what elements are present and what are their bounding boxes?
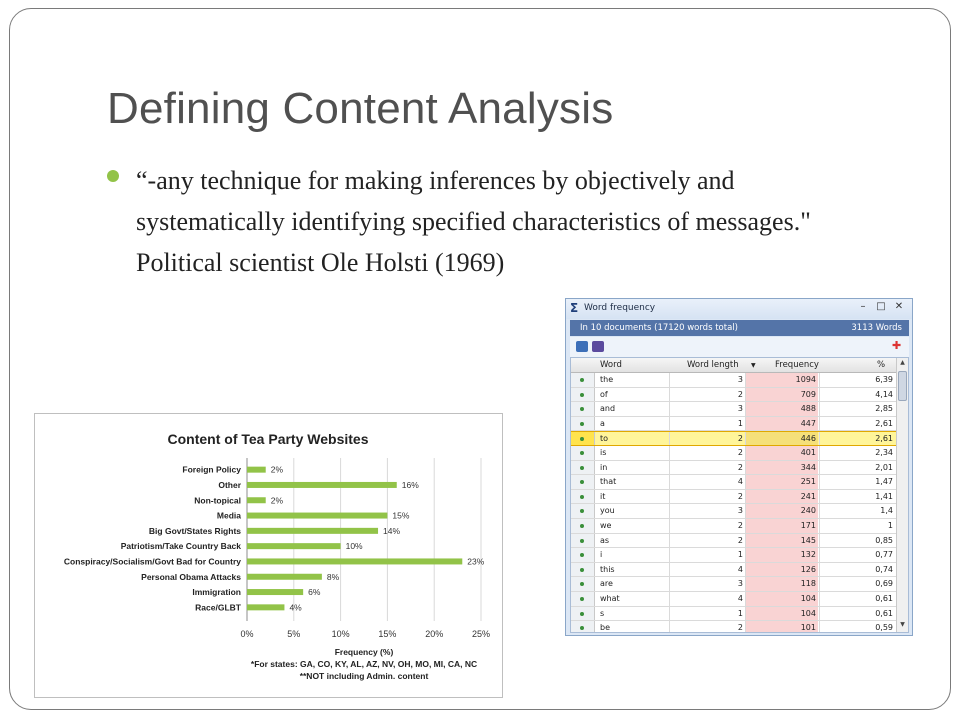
scroll-down-icon[interactable]: ▼ [900, 621, 905, 628]
column-separator [819, 373, 820, 387]
data-label: 16% [401, 479, 419, 490]
word-length-cell: 3 [737, 404, 743, 414]
bullet-quote: “-any technique for making inferences by objectively and systematically identifying specified characteristics of messages." Political scientist Ole Holsti (1969) [136, 166, 811, 277]
column-separator [669, 607, 670, 621]
percent-cell: 0,69 [875, 579, 893, 589]
slide-title: Defining Content Analysis [107, 84, 614, 133]
row-header[interactable] [571, 519, 595, 533]
row-header[interactable] [571, 534, 595, 548]
row-marker-icon [580, 626, 584, 630]
column-separator [819, 548, 820, 562]
category-label: Patriotism/Take Country Back [120, 541, 241, 552]
column-separator [819, 607, 820, 621]
data-label: 10% [345, 541, 363, 552]
word-frequency-window [565, 298, 913, 636]
row-header[interactable] [571, 373, 595, 387]
data-label: 14% [383, 525, 401, 536]
word-length-cell: 1 [737, 608, 743, 618]
row-header[interactable] [571, 504, 595, 518]
bar [247, 467, 266, 473]
frequency-cell: 1094 [795, 375, 816, 384]
table-row[interactable] [571, 534, 896, 549]
percent-cell: 2,34 [875, 447, 893, 457]
percent-cell: 0,61 [875, 593, 893, 603]
close-button[interactable]: ✕ [894, 301, 904, 312]
frequency-cell: 118 [800, 579, 816, 589]
grid-header [571, 358, 896, 373]
percent-cell: 0,77 [875, 550, 893, 560]
percent-cell: 1,4 [880, 506, 893, 516]
word-cell: this [600, 564, 615, 574]
column-separator [819, 577, 820, 591]
word-length-cell: 1 [737, 418, 743, 428]
column-separator [669, 592, 670, 606]
row-marker-icon [580, 495, 584, 499]
word-cell: the [600, 375, 614, 384]
category-label: Conspiracy/Socialism/Govt Bad for Country [63, 556, 241, 567]
row-marker-icon [580, 480, 584, 484]
table-row[interactable] [571, 446, 896, 461]
chart-note: *For states: GA, CO, KY, AL, AZ, NV, OH, MO, MI, CA, NC [250, 659, 478, 669]
category-label: Foreign Policy [182, 464, 241, 475]
column-separator [669, 563, 670, 577]
percent-cell: 2,61 [875, 434, 893, 444]
row-marker-icon [580, 393, 584, 397]
category-label: Media [216, 510, 241, 521]
column-frequency[interactable]: Frequency [775, 360, 819, 370]
data-label: 4% [289, 602, 302, 613]
row-header[interactable] [571, 475, 595, 489]
save-icon[interactable] [592, 341, 604, 352]
word-count: 3113 Words [851, 323, 902, 333]
row-header[interactable] [571, 461, 595, 475]
percent-cell: 0,61 [875, 608, 893, 618]
row-header[interactable] [571, 490, 595, 504]
frequency-cell: 446 [800, 434, 816, 444]
table-row[interactable] [571, 548, 896, 563]
column-separator [819, 475, 820, 489]
frequency-cell: 251 [800, 477, 816, 487]
category-label: Immigration [192, 587, 241, 598]
frequency-cell: 171 [800, 520, 816, 530]
table-row[interactable] [571, 388, 896, 403]
word-length-cell: 1 [737, 550, 743, 560]
documents-summary: In 10 documents (17120 words total) [580, 323, 738, 333]
column-separator [669, 461, 670, 475]
word-length-cell: 2 [737, 535, 743, 545]
word-cell: s [600, 608, 605, 618]
percent-cell: 4,14 [875, 389, 893, 399]
table-row[interactable] [571, 490, 896, 505]
toolbar [570, 337, 909, 357]
column-separator [669, 519, 670, 533]
percent-cell: 0,85 [875, 535, 893, 545]
row-header[interactable] [571, 548, 595, 562]
word-cell: of [600, 389, 608, 399]
percent-cell: 2,85 [875, 404, 893, 414]
frequency-cell: 101 [800, 623, 816, 633]
row-header[interactable] [571, 563, 595, 577]
window-titlebar[interactable] [566, 299, 912, 319]
bar [247, 604, 284, 610]
x-tick-label: 20% [425, 629, 444, 639]
row-header[interactable] [571, 432, 595, 445]
row-marker-icon [580, 553, 584, 557]
frequency-cell: 145 [800, 535, 816, 545]
frequency-cell: 401 [800, 447, 816, 457]
word-cell: that [600, 477, 617, 487]
column-separator [819, 388, 820, 402]
column-separator [819, 519, 820, 533]
minimize-button[interactable]: – [860, 301, 866, 312]
word-length-cell: 2 [737, 434, 743, 444]
column-separator [669, 417, 670, 431]
bar [247, 513, 387, 519]
table-row[interactable] [571, 621, 896, 633]
frequency-cell: 447 [800, 418, 816, 428]
table-row[interactable] [571, 402, 896, 417]
table-row[interactable] [571, 607, 896, 622]
percent-cell: 2,01 [875, 462, 893, 472]
word-cell: be [600, 623, 610, 633]
column-separator [669, 548, 670, 562]
bullet-icon [107, 170, 119, 182]
x-tick-label: 25% [471, 629, 491, 639]
word-length-cell: 2 [737, 520, 743, 530]
row-header[interactable] [571, 607, 595, 621]
column-separator [669, 490, 670, 504]
percent-cell: 2,61 [875, 418, 893, 428]
word-length-cell: 2 [737, 389, 743, 399]
data-label: 2% [270, 464, 284, 475]
frequency-cell: 104 [800, 593, 816, 603]
word-cell: in [600, 462, 608, 472]
row-marker-icon [580, 568, 584, 572]
data-label: 2% [270, 495, 284, 506]
row-marker-icon [580, 539, 584, 543]
row-marker-icon [580, 422, 584, 426]
row-marker-icon [580, 378, 584, 382]
row-marker-icon [580, 437, 584, 441]
category-label: Race/GLBT [195, 602, 241, 613]
word-cell: is [600, 447, 607, 457]
row-marker-icon [580, 407, 584, 411]
info-bar [570, 320, 909, 336]
bar [247, 543, 341, 549]
word-length-cell: 2 [737, 447, 743, 457]
scroll-thumb[interactable] [898, 371, 907, 401]
word-cell: we [600, 520, 612, 530]
row-marker-icon [580, 466, 584, 470]
bar [247, 558, 462, 564]
column-separator [819, 563, 820, 577]
row-header[interactable] [571, 388, 595, 402]
x-tick-label: 5% [287, 629, 301, 639]
frequency-cell: 240 [800, 506, 816, 516]
column-separator [669, 475, 670, 489]
frequency-cell: 126 [800, 564, 816, 574]
data-label: 15% [392, 510, 410, 521]
x-tick-label: 10% [331, 629, 350, 639]
table-row[interactable] [571, 431, 896, 446]
frequency-grid [570, 357, 909, 633]
sigma-icon: Σ [570, 301, 579, 315]
word-cell: i [600, 550, 603, 560]
column-separator [819, 432, 820, 445]
percent-cell: 1,47 [875, 477, 893, 487]
table-row[interactable] [571, 519, 896, 534]
tea-party-chart [34, 413, 503, 698]
column-separator [819, 446, 820, 460]
column-separator [669, 504, 670, 518]
category-label: Other [218, 479, 241, 490]
word-cell: it [600, 491, 606, 501]
column-separator [669, 402, 670, 416]
row-marker-icon [580, 509, 584, 513]
word-length-cell: 3 [737, 506, 743, 516]
table-row[interactable] [571, 504, 896, 519]
column-separator [669, 432, 670, 445]
word-cell: as [600, 535, 610, 545]
word-cell: what [600, 593, 620, 603]
pin-icon[interactable]: ✚ [892, 339, 902, 352]
column-separator [819, 490, 820, 504]
row-marker-icon [580, 582, 584, 586]
word-length-cell: 2 [737, 491, 743, 501]
bar [247, 482, 397, 488]
row-header[interactable] [571, 592, 595, 606]
x-axis-label: Frequency (%) [334, 647, 394, 657]
frequency-cell: 241 [800, 491, 816, 501]
bar [247, 574, 322, 580]
bar [247, 589, 303, 595]
frequency-cell: 104 [800, 608, 816, 618]
x-tick-label: 15% [378, 629, 397, 639]
column-separator [669, 446, 670, 460]
x-tick-label: 0% [240, 629, 254, 639]
bar [247, 528, 378, 534]
vertical-scrollbar[interactable] [896, 358, 908, 632]
category-label: Big Govt/States Rights [148, 525, 241, 536]
column-separator [669, 373, 670, 387]
word-length-cell: 4 [737, 564, 743, 574]
word-cell: are [600, 579, 613, 589]
data-label: 6% [308, 587, 321, 598]
export-icon[interactable] [576, 341, 588, 352]
column-separator [669, 577, 670, 591]
word-length-cell: 4 [737, 477, 743, 487]
word-length-cell: 3 [737, 375, 743, 384]
column-word-length[interactable]: Word length [687, 360, 739, 370]
column-separator [819, 504, 820, 518]
category-label: Non-topical [194, 495, 241, 506]
grid-rows [571, 373, 896, 633]
word-length-cell: 4 [737, 593, 743, 603]
chart-note: **NOT including Admin. content [299, 671, 429, 681]
scroll-up-icon[interactable]: ▲ [900, 359, 905, 366]
row-header[interactable] [571, 446, 595, 460]
word-cell: you [600, 506, 615, 516]
table-row[interactable] [571, 373, 896, 388]
maximize-button[interactable]: □ [876, 301, 886, 312]
word-length-cell: 2 [737, 462, 743, 472]
percent-cell: 1,41 [875, 491, 893, 501]
bar [247, 497, 266, 503]
percent-cell: 0,59 [875, 623, 893, 633]
category-label: Personal Obama Attacks [141, 571, 241, 582]
chart-svg [35, 414, 502, 697]
row-header[interactable] [571, 577, 595, 591]
word-length-cell: 3 [737, 579, 743, 589]
data-label: 8% [326, 571, 340, 582]
table-row[interactable] [571, 417, 896, 432]
word-cell: to [600, 434, 609, 444]
column-word[interactable]: Word [600, 360, 622, 370]
column-separator [819, 417, 820, 431]
row-header[interactable] [571, 621, 595, 633]
column-separator [819, 402, 820, 416]
column-separator [819, 621, 820, 633]
table-row[interactable] [571, 461, 896, 476]
row-marker-icon [580, 451, 584, 455]
window-title: Word frequency [584, 303, 656, 313]
frequency-cell: 488 [800, 404, 816, 414]
column-separator [669, 621, 670, 633]
column-separator [819, 534, 820, 548]
table-row[interactable] [571, 475, 896, 490]
chart-title: Content of Tea Party Websites [167, 431, 369, 447]
row-header[interactable] [571, 417, 595, 431]
percent-cell: 1 [887, 520, 893, 530]
table-row[interactable] [571, 563, 896, 578]
column-separator [669, 388, 670, 402]
column-separator [819, 592, 820, 606]
frequency-cell: 344 [800, 462, 816, 472]
word-cell: and [600, 404, 616, 414]
percent-cell: 0,74 [875, 564, 893, 574]
row-header[interactable] [571, 402, 595, 416]
table-row[interactable] [571, 577, 896, 592]
row-marker-icon [580, 524, 584, 528]
data-label: 23% [467, 556, 485, 567]
percent-cell: 6,39 [875, 375, 893, 384]
column-separator [669, 534, 670, 548]
column-percent[interactable]: % [877, 360, 886, 370]
column-separator [819, 461, 820, 475]
row-marker-icon [580, 597, 584, 601]
word-length-cell: 2 [737, 623, 743, 633]
frequency-cell: 709 [800, 389, 816, 399]
word-cell: a [600, 418, 605, 428]
sort-desc-icon: ▼ [751, 362, 756, 369]
frequency-cell: 132 [800, 550, 816, 560]
row-marker-icon [580, 612, 584, 616]
table-row[interactable] [571, 592, 896, 607]
